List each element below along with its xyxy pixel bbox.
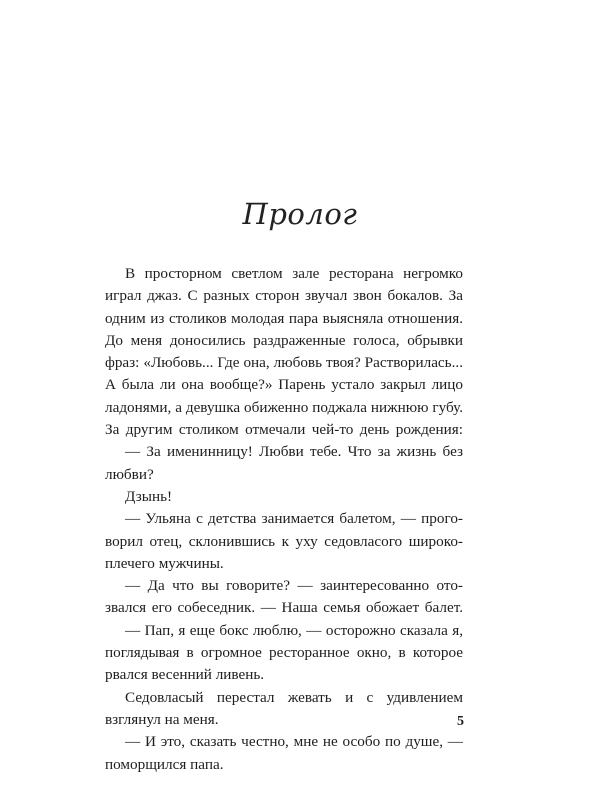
text-line: поглядывая в огромное ресторанное окно, в которое [105, 644, 463, 662]
page-number: 5 [457, 714, 464, 729]
text-line: — Пап, я еще бокс люблю, — осторожно сказала я, [125, 621, 463, 639]
text-line: — Ульяна с детства занимается балетом, — прого- [125, 510, 463, 528]
text-line: поморщился папа. [105, 755, 224, 773]
text-line: фраз: «Любовь... Где она, любовь твоя? Растворилась... [105, 354, 463, 372]
text-line: Седовласый перестал жевать и с удивлением [125, 688, 463, 706]
text-line: — И это, сказать честно, мне не особо по душе, — [125, 733, 463, 751]
text-line: — Да что вы говорите? — заинтересованно ото- [125, 577, 463, 595]
text-line: Дзынь! [125, 487, 173, 505]
text-line: ворил отец, склонившись к уху седовласого широко- [105, 532, 463, 550]
text-line: За другим столиком отмечали чей-то день рождения: [105, 421, 463, 439]
text-line: — За именинницу! Любви тебе. Что за жизнь без [125, 443, 463, 461]
body-text [105, 263, 463, 776]
text-line: До меня доносились раздраженные голоса, обрывки [105, 331, 463, 349]
text-line: В просторном светлом зале ресторана негромко [125, 265, 463, 282]
text-line: играл джаз. С разных сторон звучал звон бокалов. За [105, 287, 463, 305]
text-line: А была ли она вообще?» Парень устало закрыл лицо [105, 376, 463, 394]
text-line: одним из столиков молодая пара выясняла отношения. [105, 309, 463, 327]
text-line: звался его собеседник. — Наша семья обожает балет. [105, 599, 463, 617]
text-line: рвался весенний ливень. [105, 666, 265, 684]
text-line: взглянул на меня. [105, 710, 219, 728]
text-line: ладонями, а девушка обиженно поджала нижнюю губу. [105, 398, 463, 416]
text-line: любви? [105, 465, 154, 483]
chapter-title: Пролог [242, 197, 358, 231]
text-line: плечего мужчины. [105, 554, 224, 572]
